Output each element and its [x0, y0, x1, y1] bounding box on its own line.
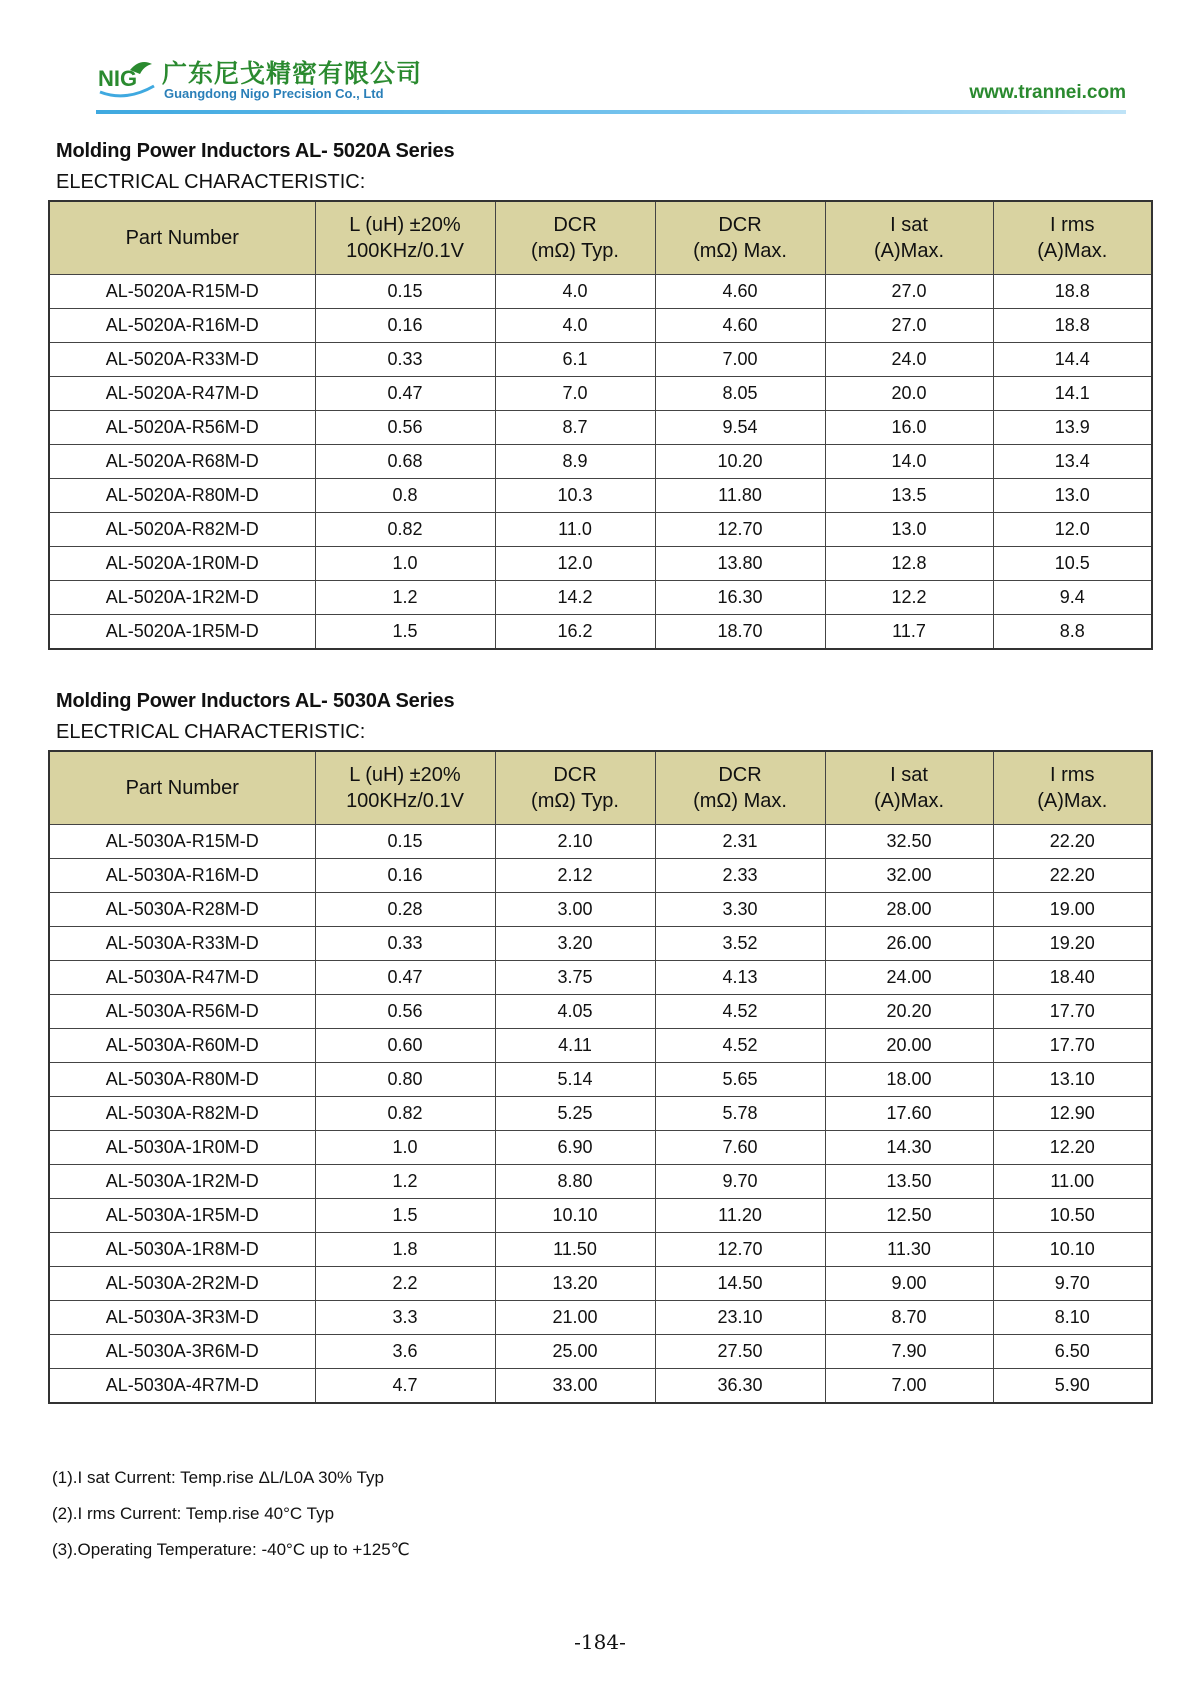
value-cell: 4.0: [495, 309, 655, 343]
value-cell: 10.20: [655, 445, 825, 479]
section-title: Molding Power Inductors AL- 5020A Series: [56, 140, 455, 162]
value-cell: 2.10: [495, 825, 655, 859]
value-cell: 24.00: [825, 961, 993, 995]
part-number-cell: AL-5030A-R15M-D: [49, 825, 315, 859]
value-cell: 11.80: [655, 479, 825, 513]
value-cell: 6.1: [495, 343, 655, 377]
value-cell: 12.50: [825, 1199, 993, 1233]
section-subtitle: ELECTRICAL CHARACTERISTIC:: [56, 721, 366, 743]
value-cell: 8.8: [993, 615, 1152, 650]
table-row: [49, 1335, 1152, 1369]
value-cell: 12.2: [825, 581, 993, 615]
value-cell: 12.0: [993, 513, 1152, 547]
value-cell: 33.00: [495, 1369, 655, 1404]
value-cell: 17.70: [993, 995, 1152, 1029]
value-cell: 2.12: [495, 859, 655, 893]
column-header: [49, 751, 315, 825]
column-header: [655, 751, 825, 825]
value-cell: 0.47: [315, 377, 495, 411]
value-cell: 36.30: [655, 1369, 825, 1404]
part-number-cell: AL-5020A-R33M-D: [49, 343, 315, 377]
value-cell: 10.50: [993, 1199, 1152, 1233]
part-number-cell: AL-5020A-1R0M-D: [49, 547, 315, 581]
footnote: (1).I sat Current: Temp.rise ΔL/L0A 30% Typ: [52, 1468, 384, 1487]
value-cell: 13.10: [993, 1063, 1152, 1097]
table-row: [49, 1199, 1152, 1233]
part-number-cell: AL-5030A-R28M-D: [49, 893, 315, 927]
part-number-cell: AL-5030A-R82M-D: [49, 1097, 315, 1131]
column-header-line: DCR: [553, 214, 597, 236]
value-cell: 8.10: [993, 1301, 1152, 1335]
column-header: [315, 751, 495, 825]
value-cell: 14.1: [993, 377, 1152, 411]
value-cell: 11.00: [993, 1165, 1152, 1199]
part-number-cell: AL-5020A-R56M-D: [49, 411, 315, 445]
value-cell: 18.40: [993, 961, 1152, 995]
table-row: [49, 961, 1152, 995]
value-cell: 16.0: [825, 411, 993, 445]
table-row: [49, 581, 1152, 615]
table-row: [49, 1063, 1152, 1097]
column-header-line: DCR: [553, 764, 597, 786]
value-cell: 0.33: [315, 343, 495, 377]
value-cell: 1.5: [315, 1199, 495, 1233]
value-cell: 4.52: [655, 1029, 825, 1063]
column-header-line: Part Number: [125, 777, 239, 799]
table-row: [49, 893, 1152, 927]
value-cell: 13.0: [825, 513, 993, 547]
column-header: [993, 751, 1152, 825]
table-row: [49, 1301, 1152, 1335]
value-cell: 3.52: [655, 927, 825, 961]
table-row: [49, 859, 1152, 893]
value-cell: 5.25: [495, 1097, 655, 1131]
value-cell: 5.65: [655, 1063, 825, 1097]
value-cell: 0.47: [315, 961, 495, 995]
value-cell: 10.10: [993, 1233, 1152, 1267]
value-cell: 14.2: [495, 581, 655, 615]
column-header: [495, 201, 655, 275]
table-row: [49, 445, 1152, 479]
company-name-en: Guangdong Nigo Precision Co., Ltd: [164, 86, 384, 101]
column-header: [655, 201, 825, 275]
value-cell: 8.9: [495, 445, 655, 479]
characteristics-table: [48, 750, 1153, 1404]
page-header: [96, 52, 1126, 112]
value-cell: 14.4: [993, 343, 1152, 377]
value-cell: 2.2: [315, 1267, 495, 1301]
value-cell: 27.0: [825, 275, 993, 309]
column-header-line: (mΩ) Max.: [693, 790, 787, 812]
value-cell: 0.56: [315, 411, 495, 445]
value-cell: 9.4: [993, 581, 1152, 615]
company-logo: [96, 56, 158, 100]
table-row: [49, 377, 1152, 411]
part-number-cell: AL-5030A-2R2M-D: [49, 1267, 315, 1301]
section-subtitle: ELECTRICAL CHARACTERISTIC:: [56, 171, 366, 193]
value-cell: 3.6: [315, 1335, 495, 1369]
table-row: [49, 927, 1152, 961]
table-row: [49, 343, 1152, 377]
table-row: [49, 547, 1152, 581]
value-cell: 11.50: [495, 1233, 655, 1267]
value-cell: 1.0: [315, 1131, 495, 1165]
value-cell: 13.0: [993, 479, 1152, 513]
part-number-cell: AL-5020A-R47M-D: [49, 377, 315, 411]
value-cell: 0.28: [315, 893, 495, 927]
value-cell: 18.8: [993, 309, 1152, 343]
value-cell: 1.5: [315, 615, 495, 650]
value-cell: 19.20: [993, 927, 1152, 961]
value-cell: 28.00: [825, 893, 993, 927]
column-header-line: 100KHz/0.1V: [346, 240, 464, 262]
column-header: [825, 751, 993, 825]
value-cell: 12.70: [655, 1233, 825, 1267]
value-cell: 19.00: [993, 893, 1152, 927]
value-cell: 5.14: [495, 1063, 655, 1097]
column-header-line: L (uH) ±20%: [349, 214, 461, 236]
value-cell: 26.00: [825, 927, 993, 961]
table-row: [49, 1267, 1152, 1301]
part-number-cell: AL-5030A-1R2M-D: [49, 1165, 315, 1199]
value-cell: 8.80: [495, 1165, 655, 1199]
part-number-cell: AL-5020A-R15M-D: [49, 275, 315, 309]
value-cell: 4.60: [655, 275, 825, 309]
value-cell: 3.20: [495, 927, 655, 961]
series-5030a-section: [48, 690, 1152, 1404]
column-header-line: (mΩ) Typ.: [531, 240, 619, 262]
value-cell: 0.82: [315, 1097, 495, 1131]
part-number-cell: AL-5030A-1R0M-D: [49, 1131, 315, 1165]
value-cell: 22.20: [993, 825, 1152, 859]
part-number-cell: AL-5030A-3R3M-D: [49, 1301, 315, 1335]
part-number-cell: AL-5030A-4R7M-D: [49, 1369, 315, 1404]
column-header-line: DCR: [718, 764, 762, 786]
column-header: [825, 201, 993, 275]
value-cell: 13.4: [993, 445, 1152, 479]
column-header-line: (A)Max.: [1037, 240, 1108, 262]
characteristics-table: [48, 200, 1153, 650]
value-cell: 0.82: [315, 513, 495, 547]
value-cell: 27.50: [655, 1335, 825, 1369]
value-cell: 7.00: [655, 343, 825, 377]
table-row: [49, 479, 1152, 513]
value-cell: 17.60: [825, 1097, 993, 1131]
value-cell: 27.0: [825, 309, 993, 343]
value-cell: 21.00: [495, 1301, 655, 1335]
value-cell: 12.70: [655, 513, 825, 547]
table-row: [49, 1029, 1152, 1063]
footnote: (3).Operating Temperature: -40°C up to +125℃: [52, 1540, 410, 1559]
website-link[interactable]: www.trannei.com: [969, 82, 1126, 103]
column-header-line: I rms: [1050, 214, 1095, 236]
table-header-row: [49, 751, 1152, 825]
section-title: Molding Power Inductors AL- 5030A Series: [56, 690, 455, 712]
column-header-line: (mΩ) Typ.: [531, 790, 619, 812]
value-cell: 12.8: [825, 547, 993, 581]
column-header-line: (A)Max.: [874, 790, 944, 812]
value-cell: 12.0: [495, 547, 655, 581]
value-cell: 0.33: [315, 927, 495, 961]
value-cell: 11.7: [825, 615, 993, 650]
column-header-line: I sat: [890, 764, 928, 786]
value-cell: 6.90: [495, 1131, 655, 1165]
table-row: [49, 825, 1152, 859]
value-cell: 14.0: [825, 445, 993, 479]
part-number-cell: AL-5030A-1R5M-D: [49, 1199, 315, 1233]
value-cell: 4.7: [315, 1369, 495, 1404]
value-cell: 1.2: [315, 581, 495, 615]
part-number-cell: AL-5030A-R16M-D: [49, 859, 315, 893]
value-cell: 6.50: [993, 1335, 1152, 1369]
value-cell: 9.70: [993, 1267, 1152, 1301]
table-row: [49, 1233, 1152, 1267]
value-cell: 4.60: [655, 309, 825, 343]
value-cell: 11.0: [495, 513, 655, 547]
value-cell: 11.20: [655, 1199, 825, 1233]
value-cell: 4.0: [495, 275, 655, 309]
table-row: [49, 1097, 1152, 1131]
company-name-cn: 广东尼戈精密有限公司: [162, 59, 423, 88]
value-cell: 32.00: [825, 859, 993, 893]
table-row: [49, 309, 1152, 343]
value-cell: 14.30: [825, 1131, 993, 1165]
value-cell: 3.3: [315, 1301, 495, 1335]
value-cell: 13.5: [825, 479, 993, 513]
value-cell: 20.0: [825, 377, 993, 411]
value-cell: 10.10: [495, 1199, 655, 1233]
part-number-cell: AL-5030A-R56M-D: [49, 995, 315, 1029]
value-cell: 18.00: [825, 1063, 993, 1097]
part-number-cell: AL-5020A-R80M-D: [49, 479, 315, 513]
part-number-cell: AL-5030A-R47M-D: [49, 961, 315, 995]
value-cell: 14.50: [655, 1267, 825, 1301]
value-cell: 13.50: [825, 1165, 993, 1199]
value-cell: 22.20: [993, 859, 1152, 893]
value-cell: 3.75: [495, 961, 655, 995]
value-cell: 1.0: [315, 547, 495, 581]
value-cell: 4.13: [655, 961, 825, 995]
value-cell: 4.11: [495, 1029, 655, 1063]
value-cell: 1.8: [315, 1233, 495, 1267]
table-row: [49, 411, 1152, 445]
value-cell: 17.70: [993, 1029, 1152, 1063]
column-header-line: (A)Max.: [1037, 790, 1108, 812]
value-cell: 2.31: [655, 825, 825, 859]
value-cell: 16.2: [495, 615, 655, 650]
value-cell: 8.70: [825, 1301, 993, 1335]
table-row: [49, 1165, 1152, 1199]
column-header: [993, 201, 1152, 275]
value-cell: 3.30: [655, 893, 825, 927]
value-cell: 13.9: [993, 411, 1152, 445]
value-cell: 0.8: [315, 479, 495, 513]
value-cell: 23.10: [655, 1301, 825, 1335]
part-number-cell: AL-5020A-R16M-D: [49, 309, 315, 343]
value-cell: 7.0: [495, 377, 655, 411]
value-cell: 7.90: [825, 1335, 993, 1369]
value-cell: 8.7: [495, 411, 655, 445]
value-cell: 13.80: [655, 547, 825, 581]
value-cell: 0.80: [315, 1063, 495, 1097]
value-cell: 20.00: [825, 1029, 993, 1063]
column-header: [315, 201, 495, 275]
value-cell: 24.0: [825, 343, 993, 377]
part-number-cell: AL-5030A-3R6M-D: [49, 1335, 315, 1369]
part-number-cell: AL-5030A-1R8M-D: [49, 1233, 315, 1267]
value-cell: 0.16: [315, 309, 495, 343]
value-cell: 10.5: [993, 547, 1152, 581]
value-cell: 1.2: [315, 1165, 495, 1199]
part-number-cell: AL-5030A-R80M-D: [49, 1063, 315, 1097]
value-cell: 25.00: [495, 1335, 655, 1369]
value-cell: 5.90: [993, 1369, 1152, 1404]
part-number-cell: AL-5030A-R60M-D: [49, 1029, 315, 1063]
value-cell: 18.8: [993, 275, 1152, 309]
value-cell: 12.20: [993, 1131, 1152, 1165]
header-divider: [96, 110, 1126, 114]
page-number: -184-: [574, 1630, 626, 1654]
column-header: [495, 751, 655, 825]
value-cell: 3.00: [495, 893, 655, 927]
table-row: [49, 275, 1152, 309]
value-cell: 0.56: [315, 995, 495, 1029]
column-header-line: I sat: [890, 214, 928, 236]
value-cell: 0.15: [315, 825, 495, 859]
column-header: [49, 201, 315, 275]
column-header-line: (A)Max.: [874, 240, 944, 262]
value-cell: 9.54: [655, 411, 825, 445]
value-cell: 18.70: [655, 615, 825, 650]
value-cell: 32.50: [825, 825, 993, 859]
part-number-cell: AL-5020A-R68M-D: [49, 445, 315, 479]
value-cell: 8.05: [655, 377, 825, 411]
table-row: [49, 1131, 1152, 1165]
value-cell: 4.52: [655, 995, 825, 1029]
value-cell: 0.15: [315, 275, 495, 309]
part-number-cell: AL-5020A-R82M-D: [49, 513, 315, 547]
value-cell: 20.20: [825, 995, 993, 1029]
column-header-line: Part Number: [125, 227, 239, 249]
logo-text: NIG: [98, 66, 138, 91]
value-cell: 12.90: [993, 1097, 1152, 1131]
value-cell: 16.30: [655, 581, 825, 615]
part-number-cell: AL-5020A-1R5M-D: [49, 615, 315, 650]
column-header-line: (mΩ) Max.: [693, 240, 787, 262]
value-cell: 7.00: [825, 1369, 993, 1404]
value-cell: 7.60: [655, 1131, 825, 1165]
column-header-line: I rms: [1050, 764, 1095, 786]
column-header-line: DCR: [718, 214, 762, 236]
value-cell: 13.20: [495, 1267, 655, 1301]
column-header-line: L (uH) ±20%: [349, 764, 461, 786]
table-row: [49, 995, 1152, 1029]
value-cell: 11.30: [825, 1233, 993, 1267]
table-row: [49, 615, 1152, 650]
footnote: (2).I rms Current: Temp.rise 40°C Typ: [52, 1504, 335, 1523]
part-number-cell: AL-5030A-R33M-D: [49, 927, 315, 961]
value-cell: 0.16: [315, 859, 495, 893]
series-5020a-section: [48, 140, 1152, 650]
table-row: [49, 513, 1152, 547]
value-cell: 2.33: [655, 859, 825, 893]
value-cell: 0.60: [315, 1029, 495, 1063]
value-cell: 9.00: [825, 1267, 993, 1301]
table-header-row: [49, 201, 1152, 275]
column-header-line: 100KHz/0.1V: [346, 790, 464, 812]
value-cell: 4.05: [495, 995, 655, 1029]
part-number-cell: AL-5020A-1R2M-D: [49, 581, 315, 615]
value-cell: 0.68: [315, 445, 495, 479]
footnotes: [52, 1468, 410, 1576]
value-cell: 9.70: [655, 1165, 825, 1199]
value-cell: 5.78: [655, 1097, 825, 1131]
value-cell: 10.3: [495, 479, 655, 513]
table-row: [49, 1369, 1152, 1404]
